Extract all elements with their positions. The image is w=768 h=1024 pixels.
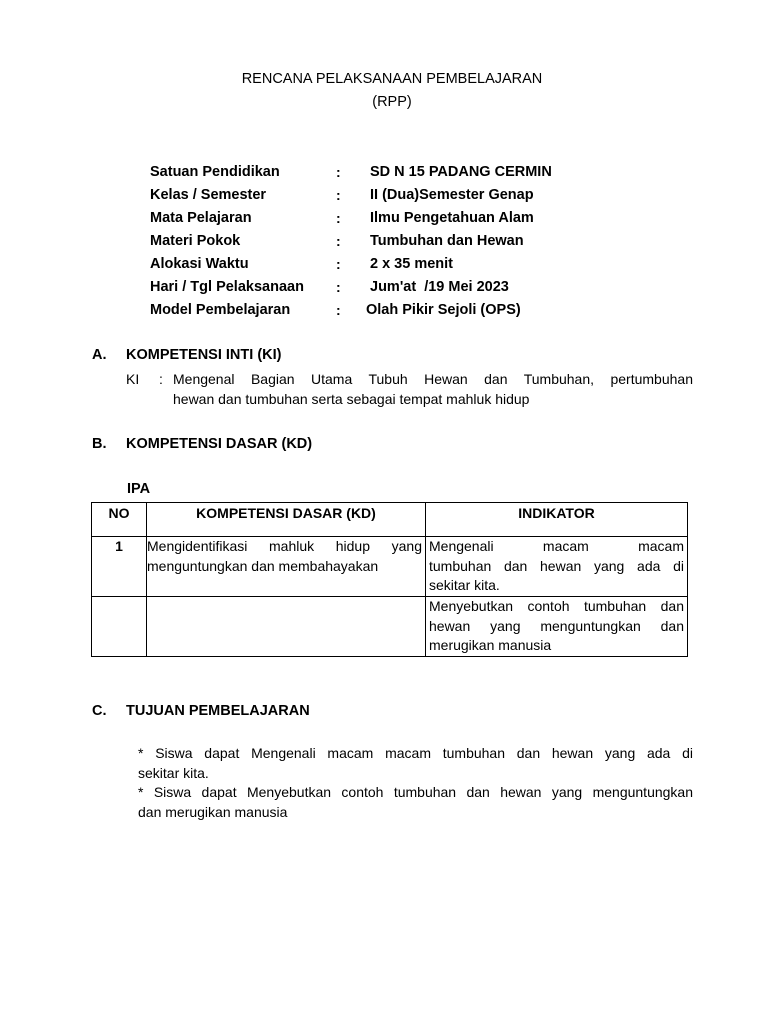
indikator-line: Mengenali macam macam bbox=[429, 538, 684, 554]
identity-label: Hari / Tgl Pelaksanaan bbox=[150, 279, 304, 295]
identity-value: Olah Pikir Sejoli (OPS) bbox=[366, 302, 521, 318]
identity-colon: : bbox=[336, 302, 341, 318]
identity-value: Jum'at /19 Mei 2023 bbox=[370, 279, 509, 295]
goal-line: * Siswa dapat Mengenali macam macam tumbuhan dan hewan yang ada di bbox=[138, 745, 693, 761]
ki-label: KI bbox=[126, 371, 140, 387]
table-row bbox=[92, 537, 688, 597]
cell-kd bbox=[147, 537, 426, 597]
kd-table bbox=[91, 502, 688, 657]
identity-label: Alokasi Waktu bbox=[150, 256, 249, 272]
table-row bbox=[92, 597, 688, 657]
identity-value: 2 x 35 menit bbox=[370, 256, 454, 272]
section-a-letter: A. bbox=[92, 347, 107, 363]
section-b-letter: B. bbox=[92, 436, 107, 452]
cell-no: 1 bbox=[92, 537, 147, 597]
document-title: RENCANA PELAKSANAAN PEMBELAJARAN bbox=[241, 71, 543, 87]
section-a-title: KOMPETENSI INTI (KI) bbox=[126, 347, 282, 363]
identity-colon: : bbox=[336, 210, 341, 226]
identity-label: Satuan Pendidikan bbox=[150, 164, 280, 180]
indikator-line: sekitar kita. bbox=[429, 577, 500, 593]
goal-line: * Siswa dapat Menyebutkan contoh tumbuhan dan hewan yang menguntungkan bbox=[138, 784, 693, 800]
identity-colon: : bbox=[336, 187, 341, 203]
goal-line: sekitar kita. bbox=[138, 765, 209, 781]
ki-text-line2: hewan dan tumbuhan serta sebagai tempat mahluk hidup bbox=[173, 391, 530, 407]
indikator-line: hewan yang menguntungkan dan bbox=[429, 617, 684, 634]
kd-line: Mengidentifikasi mahluk hidup yang bbox=[147, 538, 422, 554]
cell-kd bbox=[147, 597, 426, 657]
header-no: NO bbox=[92, 503, 147, 537]
cell-no bbox=[92, 597, 147, 657]
identity-label: Model Pembelajaran bbox=[150, 302, 291, 318]
header-kd: KOMPETENSI DASAR (KD) bbox=[147, 503, 426, 537]
identity-value: II (Dua)Semester Genap bbox=[370, 187, 534, 203]
header-indikator: INDIKATOR bbox=[426, 503, 688, 537]
identity-value: Tumbuhan dan Hewan bbox=[370, 233, 524, 249]
section-c-title: TUJUAN PEMBELAJARAN bbox=[126, 703, 310, 719]
identity-colon: : bbox=[336, 233, 341, 249]
indikator-line: merugikan manusia bbox=[429, 637, 552, 653]
identity-label: Materi Pokok bbox=[150, 233, 241, 249]
section-c-letter: C. bbox=[92, 703, 107, 719]
cell-indikator bbox=[426, 537, 688, 597]
indikator-line: Menyebutkan contoh tumbuhan dan bbox=[429, 598, 684, 614]
identity-colon: : bbox=[336, 256, 341, 272]
identity-label: Mata Pelajaran bbox=[150, 210, 252, 226]
ki-text-line1: Mengenal Bagian Utama Tubuh Hewan dan Tumbuhan, pertumbuhan bbox=[173, 371, 693, 387]
subject-label: IPA bbox=[127, 481, 151, 497]
section-b-title: KOMPETENSI DASAR (KD) bbox=[126, 436, 313, 452]
identity-label: Kelas / Semester bbox=[150, 187, 267, 203]
goal-line: dan merugikan manusia bbox=[138, 804, 288, 820]
identity-value: Ilmu Pengetahuan Alam bbox=[370, 210, 534, 226]
kd-line: menguntungkan dan membahayakan bbox=[147, 557, 379, 574]
ki-colon: : bbox=[159, 371, 163, 387]
table-header-row bbox=[92, 503, 688, 537]
identity-colon: : bbox=[336, 164, 341, 180]
document-subtitle: (RPP) bbox=[372, 94, 412, 110]
identity-value: SD N 15 PADANG CERMIN bbox=[370, 164, 552, 180]
identity-colon: : bbox=[336, 279, 341, 295]
indikator-line: tumbuhan dan hewan yang ada di bbox=[429, 557, 684, 574]
cell-indikator bbox=[426, 597, 688, 657]
